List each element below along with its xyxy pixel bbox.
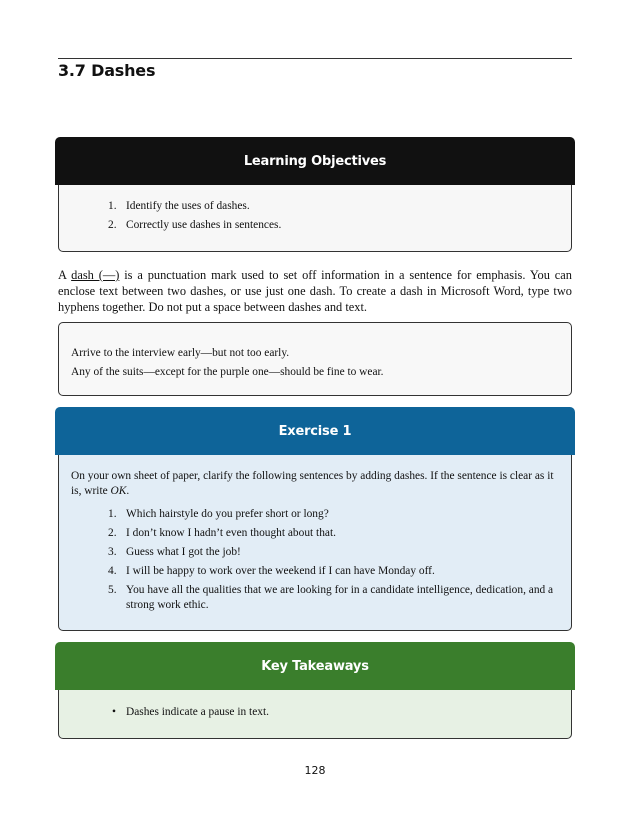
learning-objectives-box [55,137,575,252]
list-item [59,545,571,560]
list-text: Correctly use dashes in sentences. [126,219,282,231]
instructions-emphasis: OK [110,485,127,497]
section-rule [58,58,572,59]
intro-paragraph [58,267,572,315]
list-item [59,507,571,522]
key-takeaways-heading: Key Takeaways [55,642,575,690]
list-text: I don’t know I hadn’t even thought about that. [126,527,336,539]
list-text: Guess what I got the job! [126,546,241,558]
list-number: 3. [108,546,117,558]
exercise-body [58,455,572,631]
exercise-instructions [71,469,559,499]
intro-text-pre: A [58,268,72,282]
exercise-list [59,507,571,613]
list-text: Dashes indicate a pause in text. [126,706,269,718]
instructions-text-end: . [126,485,130,497]
list-text: Identify the uses of dashes. [126,200,250,212]
exercise-box [55,407,575,631]
list-text: Which hairstyle do you prefer short or long? [126,508,329,520]
learning-objectives-heading: Learning Objectives [55,137,575,185]
example-sentence: Arrive to the interview early—but not too early. [71,347,290,359]
list-number: 1. [108,200,117,212]
learning-objectives-list [59,199,571,233]
key-takeaways-body [58,690,572,739]
dash-term-link[interactable]: dash (—) [71,268,120,282]
list-item [59,564,571,579]
list-item [59,218,571,233]
example-sentence: Any of the suits—except for the purple one—should be fine to wear. [71,366,384,378]
list-number: 1. [108,508,117,520]
list-text: I will be happy to work over the weekend if I can have Monday off. [126,565,435,577]
learning-objectives-body [58,185,572,252]
key-takeaways-box [55,642,575,739]
list-number: 2. [108,527,117,539]
instructions-text: On your own sheet of paper, clarify the following sentences by adding dashes. If the sentence is clear as it is, write [71,470,554,497]
intro-text-post: is a punctuation mark used to set off information in a sentence for emphasis. You can enclose text between two dashes, or use just one dash. To create a dash in Microsoft Word, type two hyphens together. Do not put a space between dashes and text. [58,268,572,314]
list-item [59,583,571,613]
bullet-icon: • [112,706,116,718]
list-item [59,526,571,541]
list-number: 5. [108,584,117,596]
page-number: 128 [304,764,326,777]
list-number: 2. [108,219,117,231]
list-number: 4. [108,565,117,577]
list-text: You have all the qualities that we are looking for in a candidate intelligence, dedication, and a strong work ethic. [126,584,554,611]
list-item [59,705,571,720]
exercise-heading: Exercise 1 [55,407,575,455]
examples-box [58,322,572,396]
section-title: 3.7 Dashes [58,61,156,80]
key-takeaways-list [59,705,571,720]
list-item [59,199,571,214]
